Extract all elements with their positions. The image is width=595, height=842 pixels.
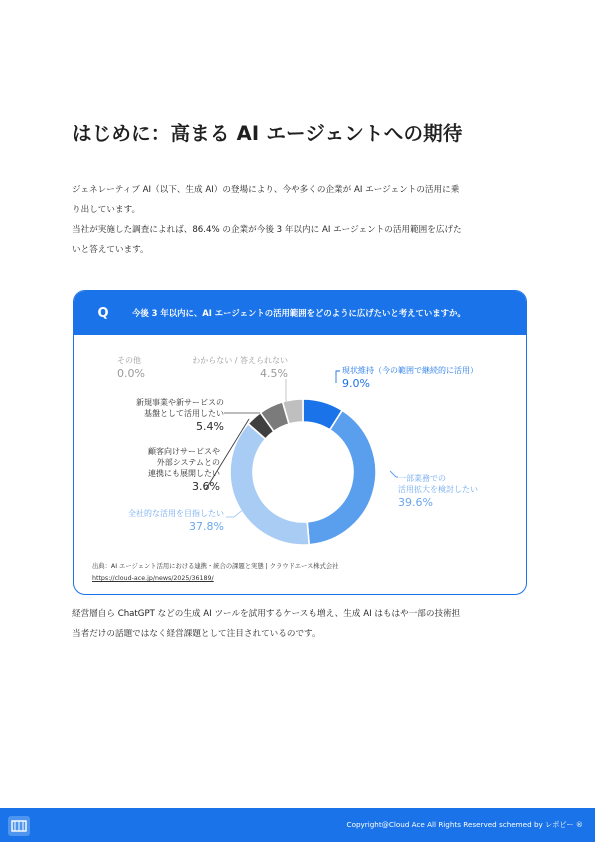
label-customer-pct: 3.6%: [192, 480, 220, 493]
intro-line: いと答えています。: [72, 245, 149, 255]
page-title: はじめに：高まる AI エージェントへの期待: [72, 122, 463, 145]
label-other-name: その他: [117, 356, 141, 365]
intro-line: り出しています。: [72, 205, 141, 215]
label-company-pct: 37.8%: [189, 520, 224, 533]
label-partial-pct: 39.6%: [398, 496, 433, 509]
footer-bar: [0, 808, 595, 842]
label-other: [117, 355, 145, 381]
label-newbiz-line1: 新規事業や新サービスの: [136, 398, 224, 407]
label-keep-name: 現状維持（今の範囲で継続的に活用）: [342, 366, 478, 375]
donut-slice: [307, 410, 376, 544]
intro-line: ジェネレーティブ AI（以下、生成 AI）の登場により、今や多くの企業が AI エージェントの活用に乗: [72, 185, 460, 195]
label-customer-line3: 連携にも展開したい: [148, 469, 220, 478]
intro-paragraph: [72, 180, 527, 260]
source-link[interactable]: https://cloud-ace.jp/news/2025/36189/: [92, 575, 214, 582]
label-newbiz-pct: 5.4%: [196, 420, 224, 433]
label-unknown-name: わからない / 答えられない: [192, 356, 288, 365]
source-text: 出典：AI エージェント活用における連携・統合の課題と実態 | クラウドエース株式会社: [92, 563, 339, 570]
label-company: [128, 508, 224, 534]
label-partial-line1: 一部業務での: [398, 474, 446, 483]
label-unknown: [192, 355, 288, 381]
copyright-text: Copyright@Cloud Ace All Rights Reserved schemed by レポピー ®: [346, 820, 583, 829]
label-newbiz: [136, 397, 224, 434]
label-partial-line2: 活用拡大を検討したい: [398, 485, 478, 494]
label-customer-line1: 顧客向けサービスや: [148, 447, 220, 456]
label-keep: [342, 365, 478, 391]
leader-line: [390, 471, 398, 477]
label-unknown-pct: 4.5%: [260, 367, 288, 380]
brand-logo-icon: [8, 816, 30, 836]
label-partial: [398, 473, 478, 510]
outro-line: 当者だけの話題ではなく経営課題として注目されているのです。: [72, 629, 321, 639]
survey-card: [73, 290, 527, 595]
outro-line: 経営層自ら ChatGPT などの生成 AI ツールを試用するケースも増え、生成 AI はもはや一部の技術担: [72, 609, 461, 619]
label-keep-pct: 9.0%: [342, 377, 370, 390]
leader-line: [336, 371, 340, 383]
intro-line: 当社が実施した調査によれば、86.4% の企業が今後 3 年以内に AI エージェントの活用範囲を広げた: [72, 225, 462, 235]
source-note: [92, 561, 338, 585]
question-mark: Q: [97, 305, 109, 321]
outro-paragraph: [72, 604, 527, 644]
label-newbiz-line2: 基盤として活用したい: [144, 409, 224, 418]
label-other-pct: 0.0%: [117, 367, 145, 380]
donut-slice: [230, 424, 309, 545]
label-customer-line2: 外部システムとの: [156, 458, 220, 467]
donut-chart: [74, 291, 527, 595]
question-text: 今後 3 年以内に、AI エージェントの活用範囲をどのように広げたいと考えていますか。: [132, 308, 466, 318]
label-company-name: 全社的な活用を目指したい: [128, 509, 224, 518]
label-customer: [148, 446, 220, 494]
